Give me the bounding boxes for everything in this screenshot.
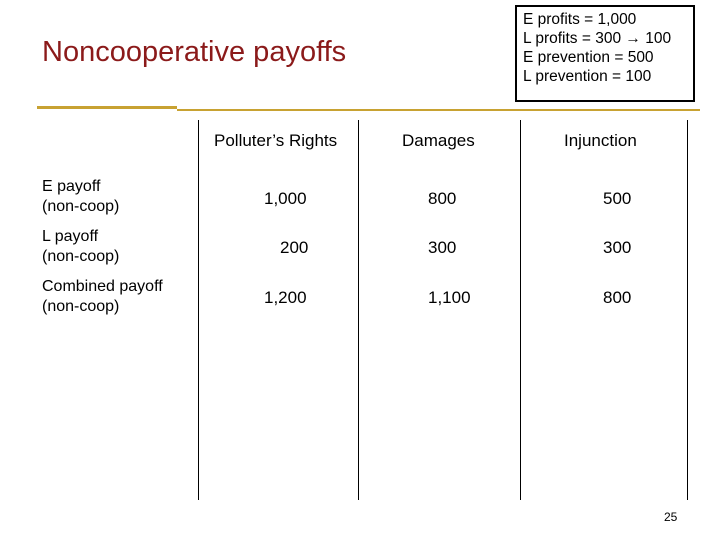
row-label-line2: (non-coop) — [42, 198, 120, 215]
column-divider — [358, 120, 359, 500]
slide-title: Noncooperative payoffs — [42, 36, 347, 68]
column-divider — [520, 120, 521, 500]
table-cell: 1,000 — [264, 189, 307, 208]
row-label-line1: L payoff — [42, 228, 99, 245]
column-header: Polluter’s Rights — [214, 131, 338, 150]
table-cell: 800 — [428, 189, 457, 208]
row-label-line2: (non-coop) — [42, 248, 120, 265]
title-underline — [37, 106, 177, 109]
column-divider — [198, 120, 199, 500]
table-cell: 1,200 — [264, 288, 307, 307]
page-number: 25 — [664, 510, 678, 524]
row-label-line1: Combined payoff — [42, 278, 163, 295]
table-cell: 800 — [603, 288, 632, 307]
row-label — [42, 227, 119, 267]
title-underline-extension — [177, 109, 700, 111]
table-cell: 1,100 — [428, 288, 471, 307]
row-label — [42, 177, 119, 217]
table-cell: 300 — [603, 238, 632, 257]
info-line: L prevention = 100 — [523, 68, 652, 85]
table-cell: 300 — [428, 238, 457, 257]
row-label-line2: (non-coop) — [42, 298, 120, 315]
row-label — [42, 277, 163, 317]
column-header: Damages — [402, 131, 475, 150]
row-label-line1: E payoff — [42, 178, 101, 195]
assumptions-box — [515, 5, 695, 102]
info-line: E prevention = 500 — [523, 49, 654, 66]
column-header: Injunction — [564, 131, 637, 150]
info-line: L profits = 300 → 100 — [523, 30, 672, 47]
info-line: E profits = 1,000 — [523, 11, 637, 28]
table-cell: 500 — [603, 189, 632, 208]
column-divider — [687, 120, 688, 500]
table-cell: 200 — [280, 238, 309, 257]
